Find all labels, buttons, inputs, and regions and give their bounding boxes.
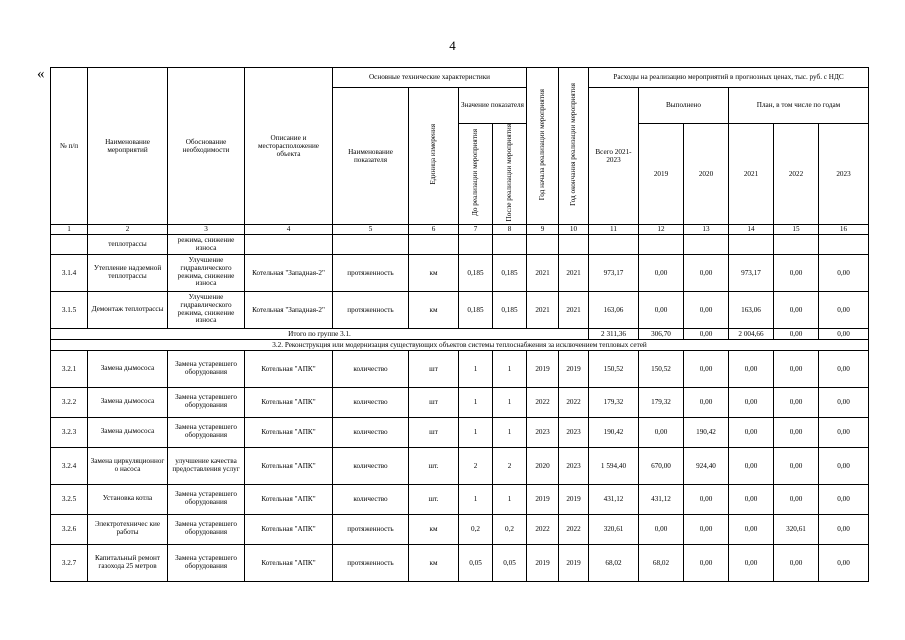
cell-object: Котельная "Западная-2" xyxy=(245,254,333,291)
cell-name: Замена циркуляционног о насоса xyxy=(88,447,168,484)
cell-num: 3.1.5 xyxy=(51,291,88,328)
cell-y2022: 0,00 xyxy=(774,291,819,328)
header-year-end: Год окончания реализации мероприятия xyxy=(559,68,589,225)
cell-num: 3.2.2 xyxy=(51,387,88,417)
cell-indicator: протяженность xyxy=(333,254,409,291)
cell-before: 0,05 xyxy=(459,544,493,581)
col-number: 2 xyxy=(88,224,168,234)
cell-name: Установка котла xyxy=(88,484,168,514)
cell-indicator: протяженность xyxy=(333,514,409,544)
cell-unit: шт xyxy=(409,350,459,387)
cell-reason: Замена устаревшего оборудования xyxy=(168,417,245,447)
header-indicator-name: Наименование показателя xyxy=(333,88,409,225)
cell-y2022: 0,00 xyxy=(774,350,819,387)
cell-y2021: 0,00 xyxy=(729,447,774,484)
measures-table xyxy=(50,67,869,582)
cell-start: 2022 xyxy=(527,514,559,544)
cell-before: 0,2 xyxy=(459,514,493,544)
cell-end: 2023 xyxy=(559,447,589,484)
col-number: 10 xyxy=(559,224,589,234)
cell-reason: Улучшение гидравлического режима, снижение износа xyxy=(168,254,245,291)
header-num: № п/п xyxy=(51,68,88,225)
cell-name: теплотрассы xyxy=(88,234,168,254)
cell-after: 2 xyxy=(493,447,527,484)
cell-total: 68,02 xyxy=(589,544,639,581)
cell-end: 2023 xyxy=(559,417,589,447)
cell-before: 0,185 xyxy=(459,291,493,328)
cell-end: 2019 xyxy=(559,544,589,581)
header-y2021: 2021 xyxy=(729,124,774,225)
cell-unit: км xyxy=(409,544,459,581)
table-row xyxy=(51,350,869,387)
cell-indicator: количество xyxy=(333,447,409,484)
cell-after: 1 xyxy=(493,417,527,447)
header-y2023: 2023 xyxy=(819,124,869,225)
cell-num: 3.2.5 xyxy=(51,484,88,514)
cell-total: 179,32 xyxy=(589,387,639,417)
header-description: Описание и месторасположение объекта xyxy=(245,68,333,225)
cell-reason: Замена устаревшего оборудования xyxy=(168,350,245,387)
cell-reason: улучшение качества предоставления услуг xyxy=(168,447,245,484)
cell-reason: Замена устаревшего оборудования xyxy=(168,544,245,581)
cell-after: 0,185 xyxy=(493,291,527,328)
header-total: Всего 2021-2023 xyxy=(589,88,639,225)
cell-after: 0,2 xyxy=(493,514,527,544)
cell-y2020: 0,00 xyxy=(684,350,729,387)
cell-total: 190,42 xyxy=(589,417,639,447)
cell-y2020: 0,00 xyxy=(684,254,729,291)
cell-before: 1 xyxy=(459,350,493,387)
cell-y2021: 0,00 xyxy=(729,387,774,417)
cell-before: 0,185 xyxy=(459,254,493,291)
cell-reason: Замена устаревшего оборудования xyxy=(168,514,245,544)
cell-end: 2019 xyxy=(559,484,589,514)
cell-y2020: 190,42 xyxy=(684,417,729,447)
cell-y2023: 0,00 xyxy=(819,291,869,328)
header-before: До реализации мероприятия xyxy=(459,124,493,225)
cell-y2020: 0,00 xyxy=(684,387,729,417)
col-number: 3 xyxy=(168,224,245,234)
group1-total-label: Итого по группе 3.1. xyxy=(51,328,589,339)
cell-unit: шт xyxy=(409,387,459,417)
table-row xyxy=(51,291,869,328)
cell-y2021: 973,17 xyxy=(729,254,774,291)
group1-total-y2022: 0,00 xyxy=(774,328,819,339)
col-number: 14 xyxy=(729,224,774,234)
col-number: 4 xyxy=(245,224,333,234)
cell-after: 1 xyxy=(493,484,527,514)
cell-y2020: 0,00 xyxy=(684,514,729,544)
column-number-row xyxy=(51,224,869,234)
table-row xyxy=(51,514,869,544)
cell-after: 1 xyxy=(493,387,527,417)
cell-y2021: 0,00 xyxy=(729,514,774,544)
cell-reason: режима, снижение износа xyxy=(168,234,245,254)
table-body xyxy=(51,234,869,254)
cell-y2019: 0,00 xyxy=(639,254,684,291)
cell-indicator: количество xyxy=(333,387,409,417)
col-number: 12 xyxy=(639,224,684,234)
cell-y2022: 0,00 xyxy=(774,417,819,447)
cell-total: 973,17 xyxy=(589,254,639,291)
cell-start: 2022 xyxy=(527,387,559,417)
table-row xyxy=(51,417,869,447)
cell-unit: шт. xyxy=(409,447,459,484)
cell-name: Замена дымососа xyxy=(88,387,168,417)
cell-y2022: 0,00 xyxy=(774,484,819,514)
col-number: 15 xyxy=(774,224,819,234)
cell-y2023: 0,00 xyxy=(819,447,869,484)
col-number: 7 xyxy=(459,224,493,234)
cell-end: 2022 xyxy=(559,514,589,544)
cell-indicator: протяженность xyxy=(333,291,409,328)
header-y2022: 2022 xyxy=(774,124,819,225)
cell-total: 320,61 xyxy=(589,514,639,544)
cell-reason: Замена устаревшего оборудования xyxy=(168,484,245,514)
group1-total-y2019: 306,70 xyxy=(639,328,684,339)
col-number: 1 xyxy=(51,224,88,234)
cell-unit: шт. xyxy=(409,484,459,514)
cell-before: 1 xyxy=(459,484,493,514)
cell-y2019: 179,32 xyxy=(639,387,684,417)
col-number: 5 xyxy=(333,224,409,234)
cell-y2019: 0,00 xyxy=(639,514,684,544)
cell-reason: Замена устаревшего оборудования xyxy=(168,387,245,417)
cell-y2019: 150,52 xyxy=(639,350,684,387)
cell-y2020: 0,00 xyxy=(684,544,729,581)
cell-object: Котельная "Западная-2" xyxy=(245,291,333,328)
header-indicator-value: Значение показателя xyxy=(459,88,527,124)
header-main-specs: Основные технические характеристики xyxy=(333,68,527,88)
group1-total-row xyxy=(51,328,869,339)
cell-name: Замена дымососа xyxy=(88,350,168,387)
cell-num: 3.2.7 xyxy=(51,544,88,581)
cell-indicator: протяженность xyxy=(333,544,409,581)
group1-total-section xyxy=(51,328,869,350)
cell-num: 3.2.6 xyxy=(51,514,88,544)
cell-reason: Улучшение гидравлического режима, снижение износа xyxy=(168,291,245,328)
group1-total-y2021: 2 004,66 xyxy=(729,328,774,339)
cell-object: Котельная "АПК" xyxy=(245,387,333,417)
cell-object: Котельная "АПК" xyxy=(245,350,333,387)
cell-end: 2022 xyxy=(559,387,589,417)
continuation-row xyxy=(51,234,869,254)
cell-indicator: количество xyxy=(333,417,409,447)
col-number: 8 xyxy=(493,224,527,234)
cell-y2023: 0,00 xyxy=(819,484,869,514)
cell-start: 2019 xyxy=(527,484,559,514)
cell-unit: км xyxy=(409,254,459,291)
cell-total: 150,52 xyxy=(589,350,639,387)
cell-y2023: 0,00 xyxy=(819,417,869,447)
col-number: 16 xyxy=(819,224,869,234)
group1-total-sum: 2 311,36 xyxy=(589,328,639,339)
cell-num: 3.1.4 xyxy=(51,254,88,291)
cell-start: 2019 xyxy=(527,544,559,581)
cell-name: Утепление надземной теплотрассы xyxy=(88,254,168,291)
cell-num: 3.2.3 xyxy=(51,417,88,447)
group1-rows xyxy=(51,254,869,328)
col-number: 13 xyxy=(684,224,729,234)
header-year-start: Год начала реализации мероприятия xyxy=(527,68,559,225)
cell-num: 3.2.1 xyxy=(51,350,88,387)
cell-object: Котельная "АПК" xyxy=(245,447,333,484)
cell-y2021: 163,06 xyxy=(729,291,774,328)
cell-start: 2021 xyxy=(527,254,559,291)
cell-y2020: 0,00 xyxy=(684,484,729,514)
cell-start: 2023 xyxy=(527,417,559,447)
cell-y2022: 0,00 xyxy=(774,387,819,417)
header-plan: План, в том числе по годам xyxy=(729,88,869,124)
cell-indicator: количество xyxy=(333,484,409,514)
cell-end: 2019 xyxy=(559,350,589,387)
cell-end: 2021 xyxy=(559,254,589,291)
cell-y2023: 0,00 xyxy=(819,387,869,417)
cell-y2023: 0,00 xyxy=(819,514,869,544)
cell-object: Котельная "АПК" xyxy=(245,514,333,544)
cell-name: Электротехничес кие работы xyxy=(88,514,168,544)
cell-y2019: 0,00 xyxy=(639,417,684,447)
cell-total: 163,06 xyxy=(589,291,639,328)
cell-y2019: 68,02 xyxy=(639,544,684,581)
cell-num: 3.2.4 xyxy=(51,447,88,484)
cell-y2019: 0,00 xyxy=(639,291,684,328)
cell-total: 1 594,40 xyxy=(589,447,639,484)
group2-rows xyxy=(51,350,869,581)
cell-y2019: 670,00 xyxy=(639,447,684,484)
header-y2020: 2020 xyxy=(684,124,729,225)
cell-total: 431,12 xyxy=(589,484,639,514)
cell-y2019: 431,12 xyxy=(639,484,684,514)
table-header xyxy=(51,68,869,235)
cell-after: 1 xyxy=(493,350,527,387)
cell-y2021: 0,00 xyxy=(729,350,774,387)
cell-y2021: 0,00 xyxy=(729,417,774,447)
cell-name: Капитальный ремонт газохода 25 метров xyxy=(88,544,168,581)
cell-object: Котельная "АПК" xyxy=(245,417,333,447)
header-name: Наименование мероприятий xyxy=(88,68,168,225)
header-after: После реализации мероприятия xyxy=(493,124,527,225)
cell-indicator: количество xyxy=(333,350,409,387)
section2-title: 3.2. Реконструкция или модернизация существующих объектов системы теплоснабжения за исключением тепловых сетей xyxy=(51,339,869,350)
cell-y2023: 0,00 xyxy=(819,254,869,291)
col-number: 11 xyxy=(589,224,639,234)
cell-y2023: 0,00 xyxy=(819,544,869,581)
cell-start: 2019 xyxy=(527,350,559,387)
cell-y2022: 0,00 xyxy=(774,544,819,581)
cell-unit: км xyxy=(409,514,459,544)
cell-unit: шт xyxy=(409,417,459,447)
cell-start: 2021 xyxy=(527,291,559,328)
cell-y2022: 320,61 xyxy=(774,514,819,544)
cell-y2020: 924,40 xyxy=(684,447,729,484)
group1-total-y2020: 0,00 xyxy=(684,328,729,339)
col-number: 9 xyxy=(527,224,559,234)
table-row xyxy=(51,544,869,581)
cell-y2021: 0,00 xyxy=(729,484,774,514)
col-number: 6 xyxy=(409,224,459,234)
cell-end: 2021 xyxy=(559,291,589,328)
table-row xyxy=(51,254,869,291)
header-expenses: Расходы на реализацию мероприятий в прогнозных ценах, тыс. руб. с НДС xyxy=(589,68,869,88)
cell-after: 0,185 xyxy=(493,254,527,291)
cell-object: Котельная "АПК" xyxy=(245,544,333,581)
cell-y2022: 0,00 xyxy=(774,447,819,484)
cell-y2021: 0,00 xyxy=(729,544,774,581)
cell-object: Котельная "АПК" xyxy=(245,484,333,514)
section2-title-row xyxy=(51,339,869,350)
opening-quote: « xyxy=(37,66,45,82)
cell-before: 1 xyxy=(459,417,493,447)
cell-before: 1 xyxy=(459,387,493,417)
cell-y2022: 0,00 xyxy=(774,254,819,291)
header-done: Выполнено xyxy=(639,88,729,124)
cell-y2020: 0,00 xyxy=(684,291,729,328)
table-row xyxy=(51,447,869,484)
group1-total-y2023: 0,00 xyxy=(819,328,869,339)
table-row xyxy=(51,387,869,417)
cell-after: 0,05 xyxy=(493,544,527,581)
header-reason: Обоснование необходимости xyxy=(168,68,245,225)
cell-y2023: 0,00 xyxy=(819,350,869,387)
cell-unit: км xyxy=(409,291,459,328)
cell-name: Демонтаж теплотрассы xyxy=(88,291,168,328)
header-unit: Единица измерения xyxy=(409,88,459,225)
table-row xyxy=(51,484,869,514)
cell-before: 2 xyxy=(459,447,493,484)
cell-start: 2020 xyxy=(527,447,559,484)
page-number: 4 xyxy=(449,38,456,53)
header-y2019: 2019 xyxy=(639,124,684,225)
cell-name: Замена дымососа xyxy=(88,417,168,447)
